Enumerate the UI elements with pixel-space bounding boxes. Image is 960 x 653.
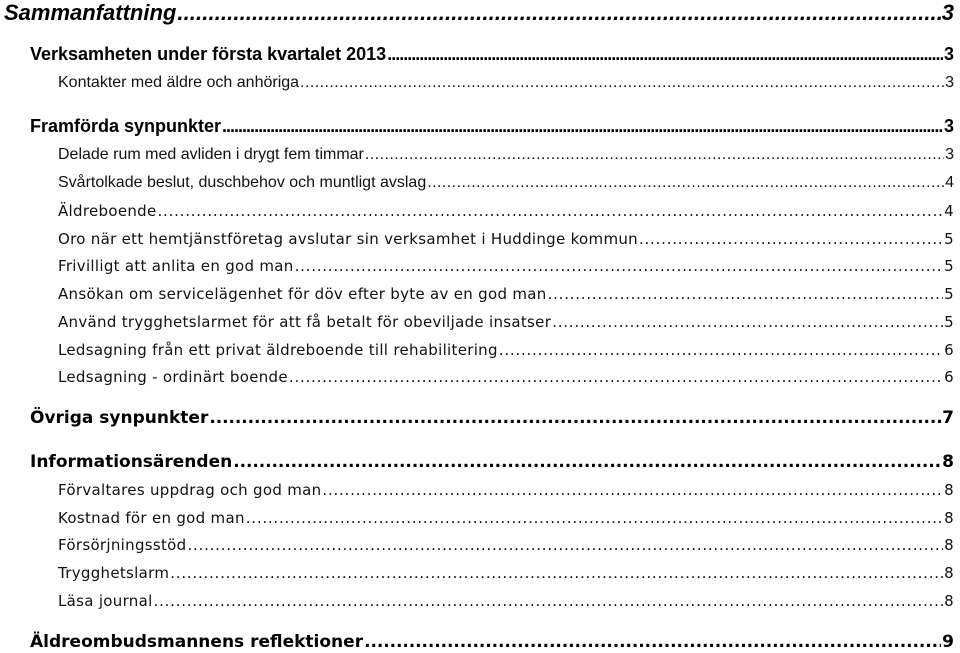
toc-leader — [177, 0, 940, 26]
toc-entry-trygghetslarm[interactable] — [58, 564, 954, 582]
toc-entry-ledsagning-privat[interactable] — [58, 341, 954, 359]
toc-leader — [364, 632, 941, 652]
toc-leader — [158, 202, 944, 220]
toc-page-number: 8 — [944, 564, 954, 582]
toc-entry-ovriga-synpunkter[interactable] — [30, 408, 954, 428]
toc-entry-title: Sammanfattning — [4, 0, 177, 25]
toc-page-number: 5 — [944, 313, 954, 331]
toc-page-number: 4 — [945, 174, 954, 191]
toc-entry-title: Äldreombudsmannens reflektioner — [30, 632, 364, 652]
toc-entry-title: Använd trygghetslarmet för att få betalt för obeviljade insatser — [58, 313, 552, 331]
toc-leader — [295, 257, 944, 275]
toc-leader — [365, 146, 944, 164]
toc-entry-informationsarenden[interactable] — [30, 452, 954, 472]
toc-leader — [246, 509, 943, 527]
toc-page-number: 5 — [944, 285, 954, 303]
toc-leader — [154, 592, 944, 610]
toc-page-number: 8 — [944, 481, 954, 499]
toc-leader — [289, 368, 943, 386]
toc-entry-title: Ledsagning från ett privat äldreboende till rehabilitering — [58, 341, 498, 359]
toc-leader — [427, 174, 944, 192]
toc-page-number: 7 — [942, 408, 954, 428]
toc-leader — [387, 44, 943, 65]
toc-entry-title: Trygghetslarm — [58, 564, 170, 582]
toc-page-number: 4 — [944, 202, 954, 220]
toc-leader — [209, 408, 941, 428]
toc-entry-oro-hemtjanst[interactable] — [58, 230, 954, 248]
toc-page-number: 6 — [944, 341, 954, 359]
toc-page-number: 9 — [942, 632, 954, 652]
toc-page-number: 3 — [941, 0, 954, 25]
toc-entry-title: Verksamheten under första kvartalet 2013 — [30, 44, 387, 64]
toc-entry-kontakter[interactable] — [58, 74, 954, 92]
toc-page-number: 5 — [944, 257, 954, 275]
toc-page-number: 3 — [943, 116, 954, 136]
toc-entry-title: Kontakter med äldre och anhöriga — [58, 74, 300, 91]
toc-page-number: 5 — [944, 230, 954, 248]
toc-page-number: 8 — [944, 509, 954, 527]
toc-entry-kostnad-god-man[interactable] — [58, 509, 954, 527]
toc-entry-forvaltares-uppdrag[interactable] — [58, 481, 954, 499]
toc-entry-title: Äldreboende — [58, 202, 157, 220]
toc-leader — [300, 74, 944, 92]
toc-leader — [187, 536, 943, 554]
toc-entry-forsorjningsstod[interactable] — [58, 536, 954, 554]
toc-entry-title: Framförda synpunkter — [30, 116, 222, 136]
toc-entry-title: Ledsagning - ordinärt boende — [58, 368, 288, 386]
toc-leader — [222, 116, 943, 137]
toc-entry-title: Förvaltares uppdrag och god man — [58, 481, 322, 499]
toc-entry-trygghetslarmet[interactable] — [58, 313, 954, 331]
toc-entry-sammanfattning[interactable] — [4, 0, 954, 26]
toc-entry-title: Svårtolkade beslut, duschbehov och muntligt avslag — [58, 174, 427, 191]
toc-page-number: 3 — [943, 44, 954, 64]
toc-leader — [233, 452, 941, 472]
toc-entry-aldreboende[interactable] — [58, 202, 954, 220]
toc-entry-svartolkade-beslut[interactable] — [58, 174, 954, 192]
toc-leader — [499, 341, 943, 359]
toc-leader — [639, 230, 943, 248]
toc-entry-lasa-journal[interactable] — [58, 592, 954, 610]
toc-leader — [170, 564, 943, 582]
toc-entry-frivilligt-god-man[interactable] — [58, 257, 954, 275]
toc-entry-framforda-synpunkter[interactable] — [30, 116, 954, 137]
toc-entry-aldreombudsmannens-reflektioner[interactable] — [30, 632, 954, 652]
toc-page-number: 6 — [944, 368, 954, 386]
toc-page-number: 8 — [944, 592, 954, 610]
toc-leader — [552, 313, 943, 331]
toc-entry-title: Ansökan om servicelägenhet för döv efter byte av en god man — [58, 285, 547, 303]
toc-entry-title: Läsa journal — [58, 592, 153, 610]
toc-entry-title: Delade rum med avliden i drygt fem timmar — [58, 146, 364, 163]
toc-entry-delade-rum[interactable] — [58, 146, 954, 164]
toc-leader — [548, 285, 944, 303]
toc-entry-title: Frivilligt att anlita en god man — [58, 257, 294, 275]
toc-entry-title: Försörjningsstöd — [58, 536, 187, 554]
toc-page-number: 3 — [945, 146, 954, 163]
toc-entry-title: Informationsärenden — [30, 452, 233, 472]
toc-entry-title: Övriga synpunkter — [30, 408, 209, 428]
toc-entry-verksamheten[interactable] — [30, 44, 954, 65]
toc-entry-ledsagning-ordinart[interactable] — [58, 368, 954, 386]
toc-page-number: 8 — [944, 536, 954, 554]
toc-entry-title: Kostnad för en god man — [58, 509, 245, 527]
toc-entry-title: Oro när ett hemtjänstföretag avslutar sin verksamhet i Huddinge kommun — [58, 230, 638, 248]
toc-leader — [322, 481, 943, 499]
toc-entry-ansokan-servicelagenhet[interactable] — [58, 285, 954, 303]
toc-page-number: 8 — [942, 452, 954, 472]
toc-page-number: 3 — [945, 74, 954, 91]
